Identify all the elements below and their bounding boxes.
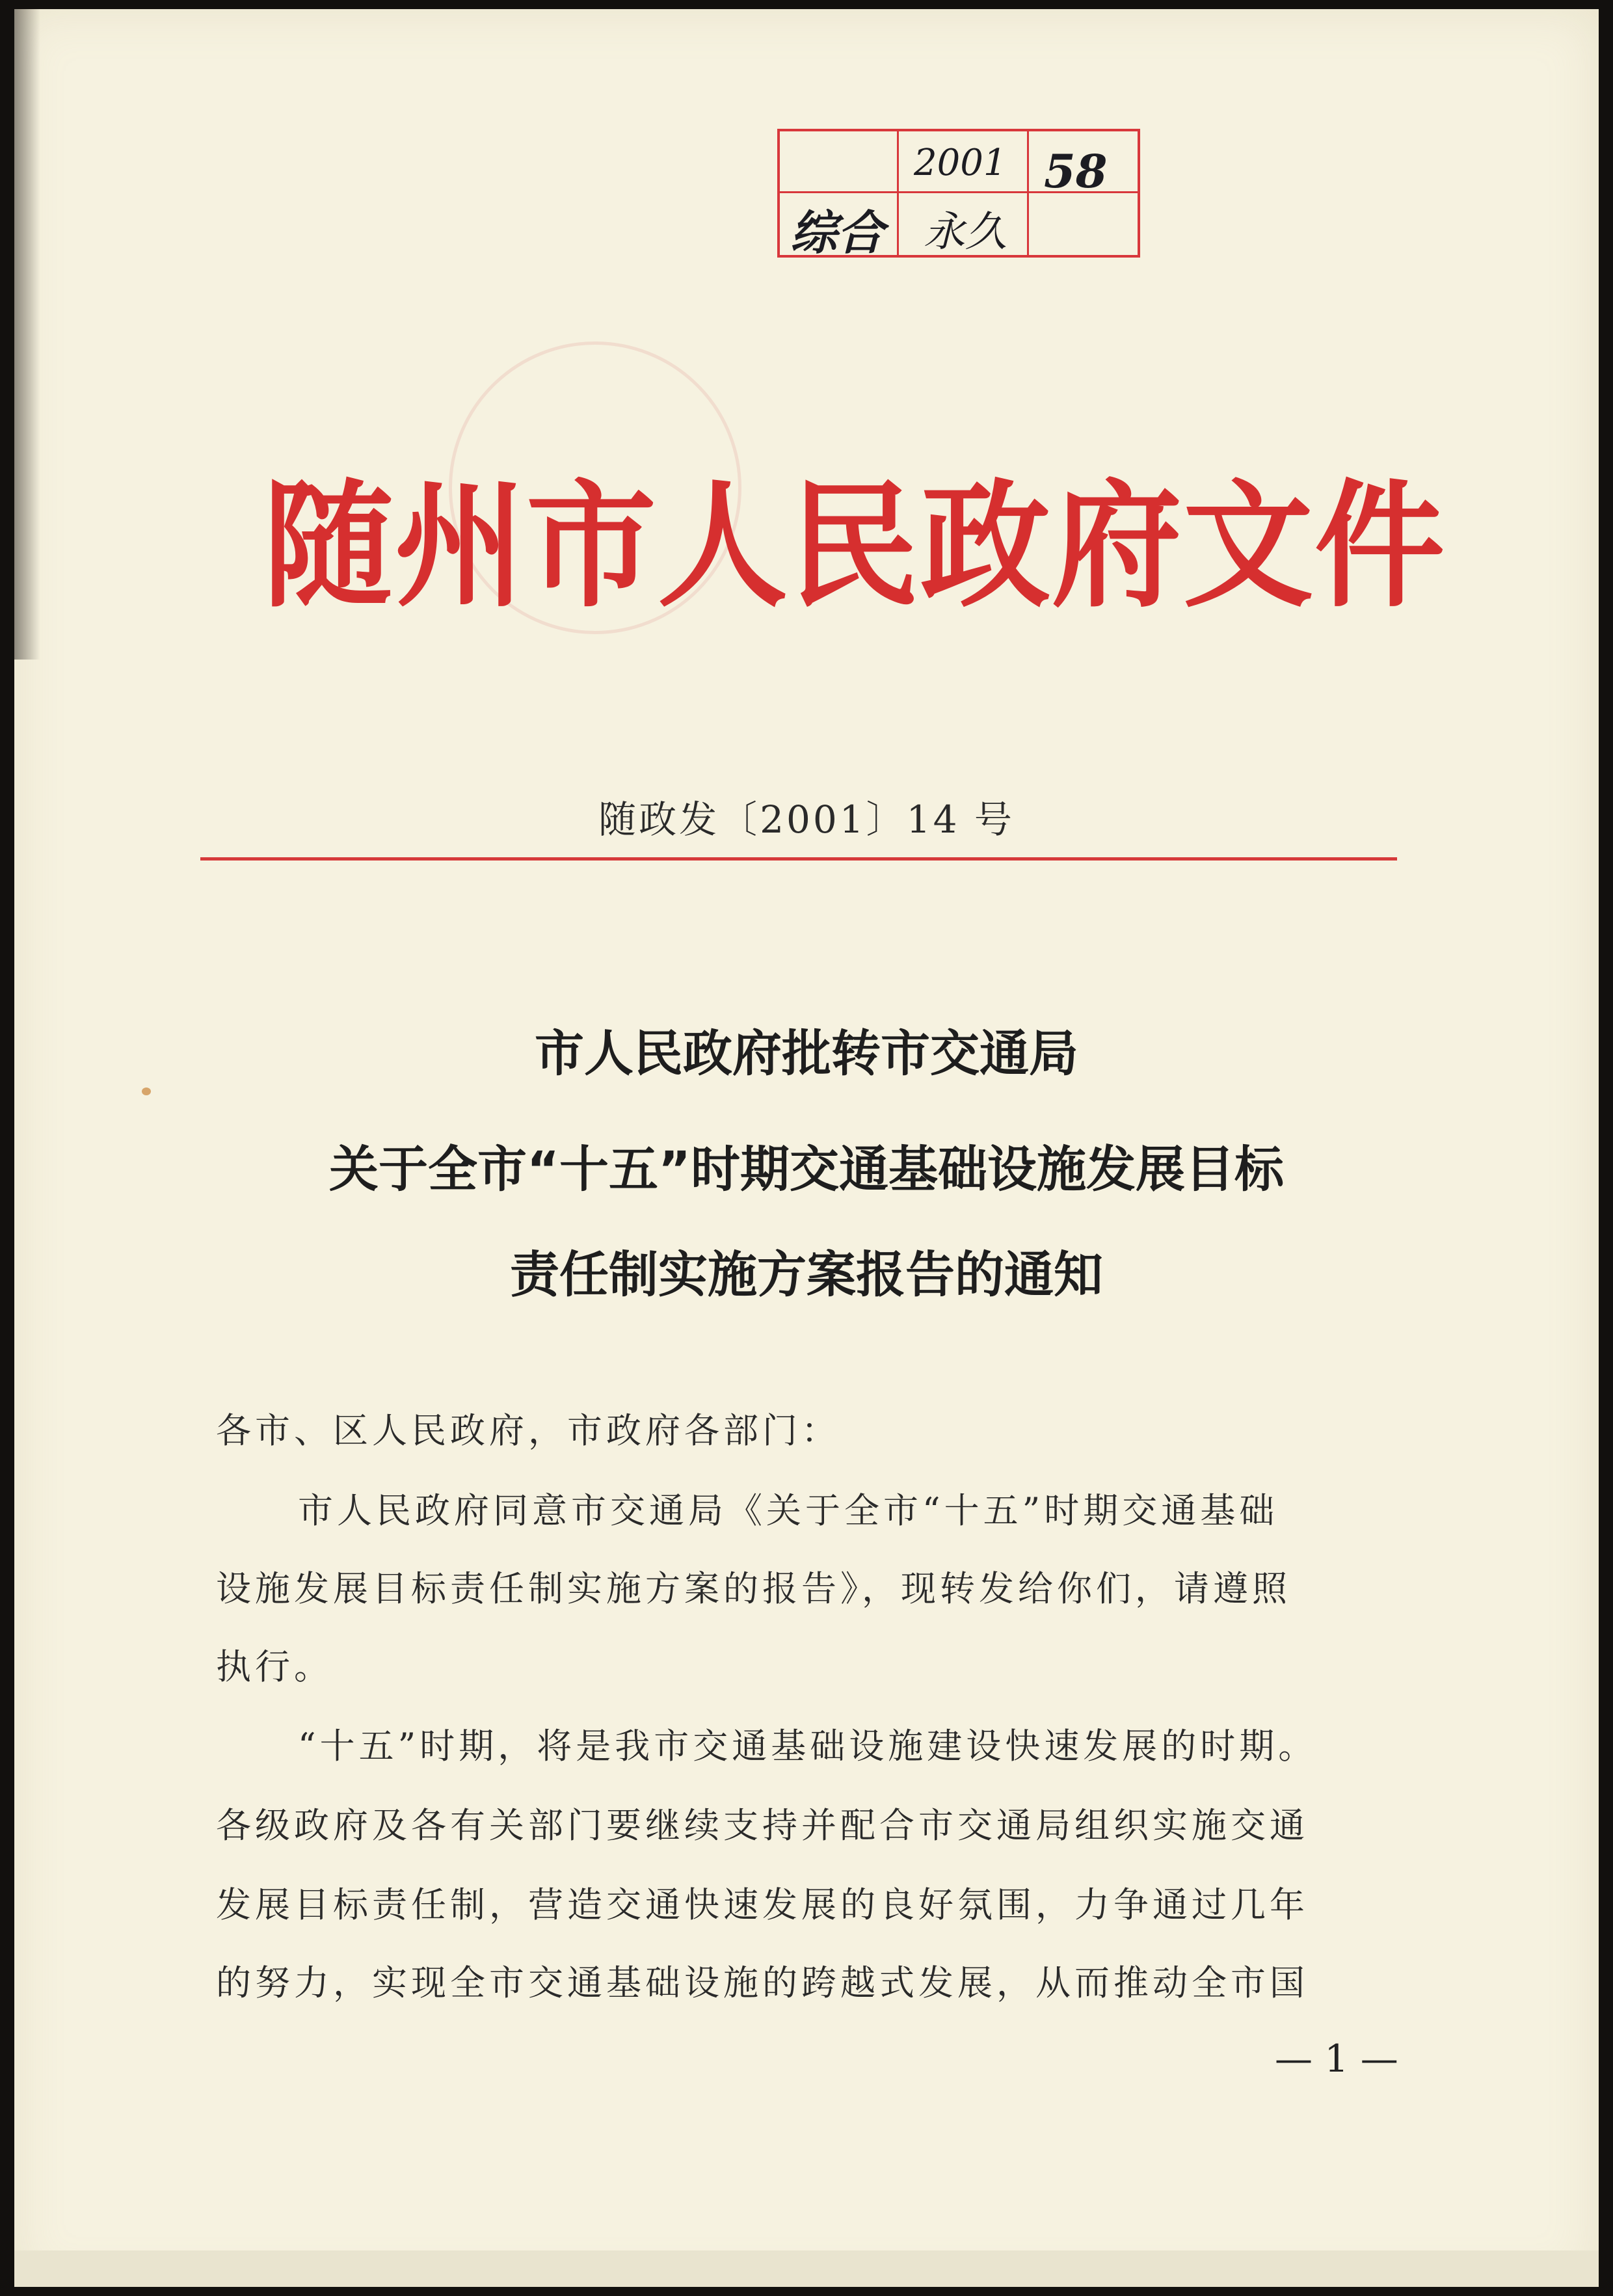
page-number: — 1 — <box>1275 2036 1398 2081</box>
body-text-line: 市人民政府同意市交通局《关于全市“十五”时期交通基础 <box>298 1490 1279 1531</box>
red-divider-rule <box>200 857 1397 861</box>
stamp-category: 综合 <box>790 205 885 260</box>
body-text-line: “十五”时期，将是我市交通基础设施建设快速发展的时期。 <box>298 1726 1318 1767</box>
stamp-subcategory: 永久 <box>924 208 1007 256</box>
notice-title-line: 责任制实施方案报告的通知 <box>510 1246 1103 1303</box>
stamp-number: 58 <box>1044 144 1108 198</box>
stamp-year: 2001 <box>914 142 1007 184</box>
document-header-title: 随州市人民政府文件 <box>263 466 1446 626</box>
page-bottom-strip <box>14 2250 1599 2287</box>
page-edge-stain <box>14 9 40 660</box>
notice-title-line: 市人民政府批转市交通局 <box>535 1024 1078 1082</box>
body-text-line: 发展目标责任制，营造交通快速发展的良好氛围，力争通过几年 <box>216 1884 1309 1925</box>
body-text-line: 各级政府及各有关部门要继续支持并配合市交通局组织实施交通 <box>216 1805 1309 1846</box>
stamp-divider <box>1027 131 1029 255</box>
body-text-line: 设施发展目标责任制实施方案的报告》，现转发给你们，请遵照 <box>216 1568 1291 1609</box>
notice-title-line: 关于全市“十五”时期交通基础设施发展目标 <box>329 1140 1284 1198</box>
stamp-divider <box>897 131 899 255</box>
paper-spot <box>142 1088 151 1095</box>
body-text-line: 执行。 <box>216 1646 333 1687</box>
body-text-line: 的努力，实现全市交通基础设施的跨越式发展，从而推动全市国 <box>216 1962 1309 2003</box>
document-number: 随政发〔2001〕14 号 <box>598 797 1015 842</box>
addressee-line: 各市、区人民政府，市政府各部门： <box>216 1410 840 1451</box>
